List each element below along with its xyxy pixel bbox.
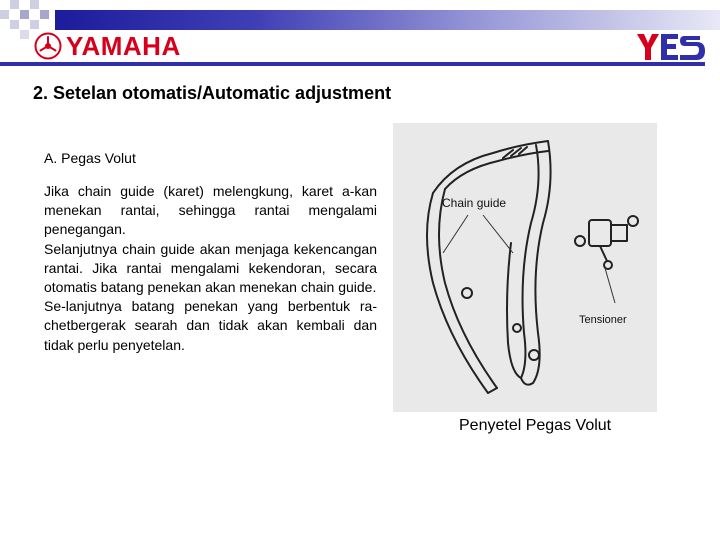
yes-logo-icon — [636, 33, 708, 61]
figure-caption: Penyetel Pegas Volut — [459, 417, 612, 434]
tuning-fork-emblem-icon — [34, 32, 62, 60]
chain-tensioner-diagram — [393, 123, 657, 412]
yes-logo-wordmark: YES — [636, 33, 639, 34]
yamaha-logo — [34, 32, 181, 60]
header-divider-line — [0, 62, 705, 66]
body-paragraph: Se-lanjutnya batang penekan yang berbentuk ra-chetbergerak searah dan tidak akan kembali dan tidak perlu penyetelan. — [44, 298, 377, 353]
body-text — [44, 182, 377, 355]
body-paragraph: Jika chain guide (karet) melengkung, karet a-kan menekan rantai, sehingga rantai mengalami penegangan. — [44, 183, 377, 238]
chain-guide-label: Chain guide — [442, 196, 507, 210]
section-heading: A. Pegas Volut — [44, 150, 136, 166]
diagram-drawing — [393, 123, 657, 412]
header-gradient-bar — [55, 10, 720, 30]
slide-title: 2. Setelan otomatis/Automatic adjustment — [33, 83, 392, 103]
body-paragraph: Selanjutnya chain guide akan menjaga kekencangan rantai. Jika rantai mengalami kekendoran, secara otomatis batang penekan akan menekan chain guide. — [44, 240, 377, 296]
tensioner-label: Tensioner — [579, 314, 627, 326]
brand-name: YAMAHA — [66, 31, 181, 61]
